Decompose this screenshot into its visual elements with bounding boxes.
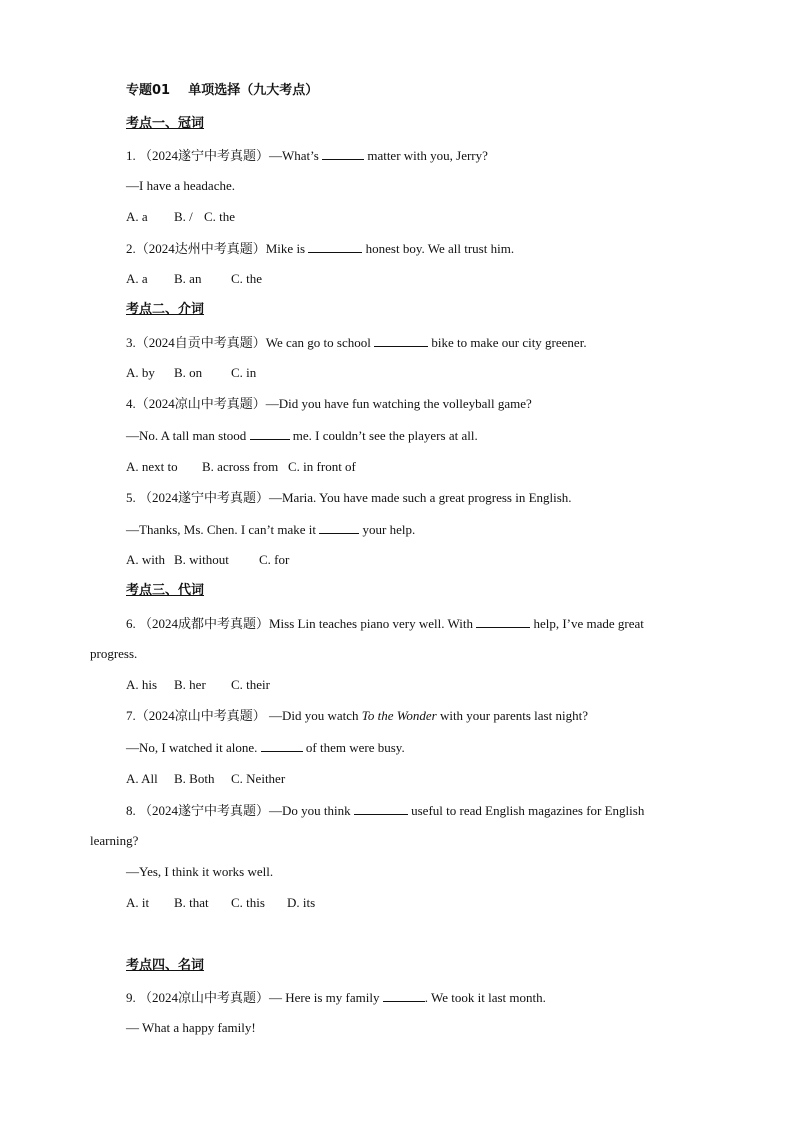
question-9-reply: — What a happy family!	[126, 1020, 256, 1035]
question-7: 7.（2024凉山中考真题） —Did you watch To the Wonder with your parents last night?	[126, 708, 588, 723]
answer-blank	[319, 521, 359, 534]
option-b: B. that	[174, 895, 209, 910]
question-8-reply: —Yes, I think it works well.	[126, 864, 274, 879]
question-8: 8. （2024遂宁中考真题）—Do you think useful to read English magazines for English	[126, 803, 645, 818]
question-4-options	[126, 459, 356, 475]
option-b: B. an	[174, 271, 202, 286]
option-b: B. across from	[202, 459, 279, 474]
question-8-continued: learning?	[90, 833, 139, 848]
question-2-options	[126, 271, 262, 287]
question-7-options	[126, 771, 285, 787]
answer-blank	[383, 989, 425, 1002]
option-a: A. with	[126, 552, 165, 567]
answer-blank	[261, 739, 303, 752]
question-6-options	[126, 677, 270, 693]
question-1: 1. （2024遂宁中考真题）—What’s matter with you, Jerry?	[126, 148, 488, 163]
question-8-options	[126, 895, 315, 911]
answer-blank	[308, 240, 362, 253]
question-1-options	[126, 209, 235, 225]
section-heading-3: 考点三、代词	[126, 583, 205, 598]
question-9: 9. （2024凉山中考真题）— Here is my family . We took it last month.	[126, 990, 546, 1005]
question-4: 4.（2024凉山中考真题）—Did you have fun watching the volleyball game?	[126, 396, 532, 411]
question-1-reply: —I have a headache.	[126, 178, 235, 193]
question-6: 6. （2024成都中考真题）Miss Lin teaches piano very well. With help, I’ve made great	[126, 616, 644, 631]
option-b: B. her	[174, 677, 206, 692]
question-5-reply: —Thanks, Ms. Chen. I can’t make it your help.	[126, 522, 416, 537]
option-a: A. All	[126, 771, 158, 786]
section-heading-1: 考点一、冠词	[126, 116, 205, 131]
answer-blank	[322, 147, 364, 160]
section-heading-2: 考点二、介词	[126, 302, 205, 317]
option-b: B. on	[174, 365, 203, 380]
answer-blank	[354, 802, 408, 815]
option-c: C. this	[231, 895, 265, 910]
question-4-reply: —No. A tall man stood me. I couldn’t see the players at all.	[126, 428, 478, 443]
movie-title: To the Wonder	[361, 708, 437, 723]
option-c: C. the	[231, 271, 263, 286]
answer-blank	[250, 427, 290, 440]
option-c: C. the	[204, 209, 236, 224]
question-5: 5. （2024遂宁中考真题）—Maria. You have made such a great progress in English.	[126, 490, 572, 505]
option-c: C. in front of	[288, 459, 356, 474]
option-a: A. a	[126, 209, 148, 224]
option-b: B. without	[174, 552, 229, 567]
option-a: A. it	[126, 895, 150, 910]
question-2: 2.（2024达州中考真题）Mike is honest boy. We all trust him.	[126, 241, 515, 256]
option-c: C. Neither	[231, 771, 286, 786]
title-text: 单项选择（九大考点）	[188, 83, 319, 98]
option-c: C. for	[259, 552, 290, 567]
option-c: C. their	[231, 677, 270, 692]
question-5-options	[126, 552, 289, 568]
option-b: B. Both	[174, 771, 215, 786]
option-a: A. his	[126, 677, 158, 692]
option-c: C. in	[231, 365, 257, 380]
answer-blank	[374, 334, 428, 347]
option-a: A. by	[126, 365, 155, 380]
option-a: A. next to	[126, 459, 178, 474]
question-7-reply: —No, I watched it alone. of them were busy.	[126, 740, 405, 755]
title-prefix: 专题01	[126, 83, 171, 98]
answer-blank	[476, 615, 530, 628]
question-3-options	[126, 365, 256, 381]
option-b: B. /	[174, 209, 193, 224]
option-a: A. a	[126, 271, 148, 286]
question-6-continued: progress.	[90, 646, 138, 661]
question-3: 3.（2024自贡中考真题）We can go to school bike to make our city greener.	[126, 335, 587, 350]
page-title	[126, 83, 318, 99]
option-d: D. its	[287, 895, 316, 910]
section-heading-4: 考点四、名词	[126, 958, 205, 973]
